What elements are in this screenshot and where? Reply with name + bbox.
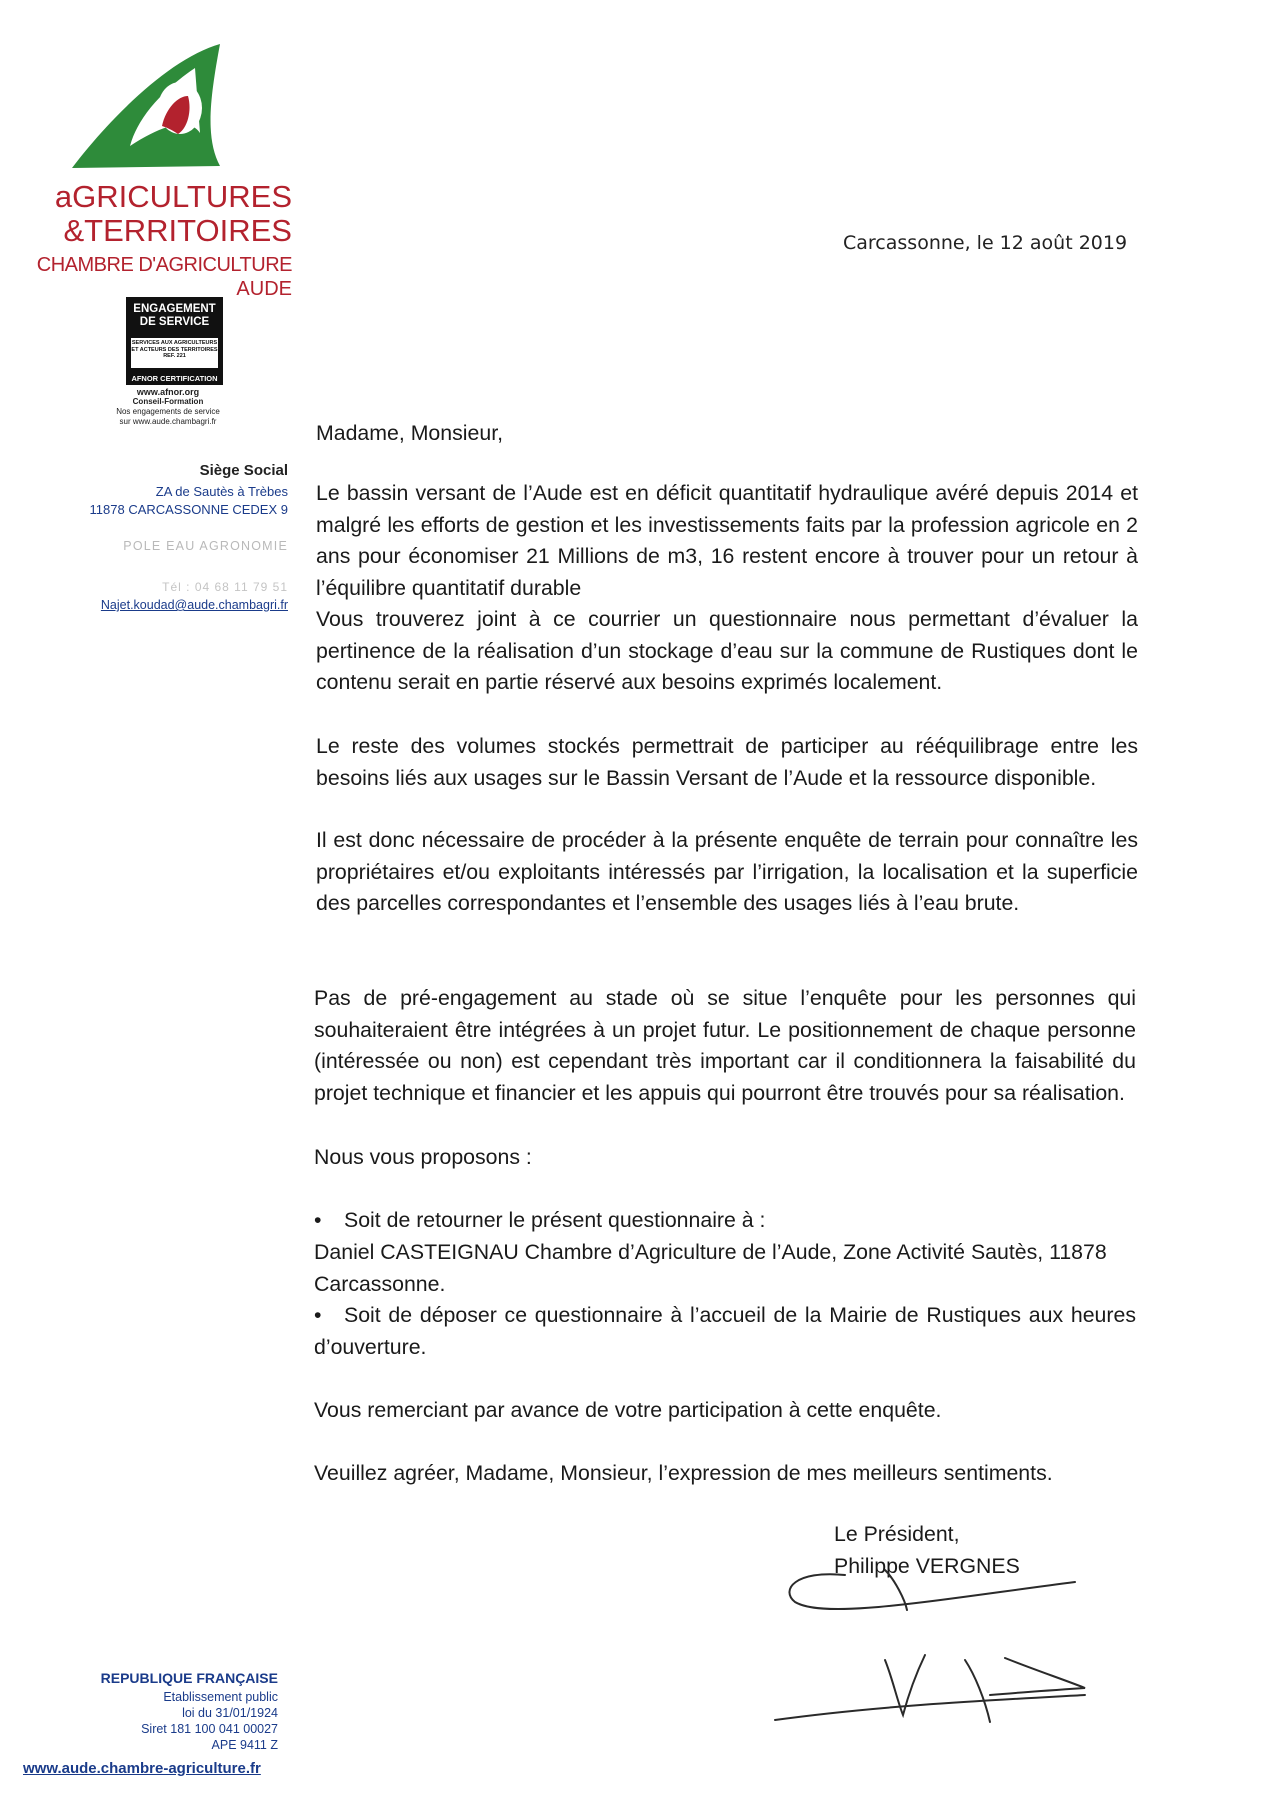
brand-line-2: &TERRITOIRES bbox=[63, 213, 292, 248]
chamber-logo-icon bbox=[70, 38, 230, 168]
footer-line-4: APE 9411 Z bbox=[211, 1738, 278, 1752]
badge-title-1: ENGAGEMENT bbox=[133, 303, 216, 315]
phone-number: Tél : 04 68 11 79 51 bbox=[162, 580, 288, 594]
paragraph-6: Nous vous proposons : bbox=[314, 1145, 532, 1169]
badge-title-2: DE SERVICE bbox=[139, 316, 210, 328]
closing-line: Veuillez agréer, Madame, Monsieur, l’expression de mes meilleurs sentiments. bbox=[314, 1461, 1053, 1485]
badge-inner-2: ET ACTEURS DES TERRITOIRES bbox=[131, 346, 218, 353]
afnor-link[interactable]: www.afnor.org bbox=[136, 387, 200, 397]
signature-name: Philippe VERGNES bbox=[834, 1554, 1020, 1578]
brand-line-4: AUDE bbox=[236, 278, 292, 300]
email-link[interactable]: Najet.koudad@aude.chambagri.fr bbox=[100, 598, 288, 612]
footer-line-1: Etablissement public bbox=[163, 1690, 278, 1704]
handwritten-signature-icon bbox=[735, 1540, 1115, 1740]
badge-links bbox=[108, 387, 228, 427]
salutation: Madame, Monsieur, bbox=[316, 421, 504, 445]
badge-link-4: sur www.aude.chambagri.fr bbox=[119, 417, 217, 426]
letter-date: Carcassonne, le 12 août 2019 bbox=[843, 232, 1128, 254]
bullet-item-2 bbox=[314, 1300, 1136, 1363]
footer-line-2: loi du 31/01/1924 bbox=[182, 1706, 278, 1720]
website-link[interactable]: www.aude.chambre-agriculture.fr bbox=[23, 1760, 261, 1777]
bullet-text-2: Soit de déposer ce questionnaire à l’accueil de la Mairie de Rustiques aux heures d’ouverture. bbox=[314, 1303, 1136, 1359]
badge-link-3: Nos engagements de service bbox=[116, 407, 220, 416]
badge-inner-3: REF. 221 bbox=[163, 353, 186, 359]
paragraph-1: Le bassin versant de l’Aude est en déficit quantitatif hydraulique avéré depuis 2014 et malgré les efforts de gestion et les investissements faits par la profession agricole en 2 ans pour économiser 21 Millions de m3, 16 restent encore à trouver pour un retour à l’équilibre quantitatif durable bbox=[316, 481, 1138, 600]
bullet-glyph: • bbox=[314, 1303, 322, 1327]
thanks-line: Vous remerciant par avance de votre participation à cette enquête. bbox=[314, 1398, 942, 1422]
paragraph-4: Il est donc nécessaire de procéder à la présente enquête de terrain pour connaître les propriétaires et/ou exploitants intéressés par l’irrigation, la localisation et la superficie des parcelles correspondantes et l’ensemble des usages liés à l’eau brute. bbox=[316, 828, 1138, 916]
badge-inner-1: SERVICES AUX AGRICULTEURS bbox=[131, 340, 218, 346]
siege-address-2: 11878 CARCASSONNE CEDEX 9 bbox=[89, 502, 288, 517]
pole-label: POLE EAU AGRONOMIE bbox=[123, 539, 288, 553]
footer-title: REPUBLIQUE FRANÇAISE bbox=[100, 1670, 278, 1686]
brand-line-1: aGRICULTURES bbox=[54, 179, 292, 214]
brand-block bbox=[36, 179, 292, 300]
return-address: Daniel CASTEIGNAU Chambre d’Agriculture de l’Aude, Zone Activité Sautès, 11878 Carcassonne. bbox=[314, 1240, 1107, 1296]
paragraph-5: Pas de pré-engagement au stade où se situe l’enquête pour les personnes qui souhaiteraient être intégrées à un projet futur. Le positionnement de chaque personne (intéressée ou non) est cependant très important car il conditionnera la faisabilité du projet technique et financier et les appuis qui pourront être trouvés pour sa réalisation. bbox=[314, 986, 1136, 1105]
bullet-item-1 bbox=[314, 1205, 1136, 1237]
paragraph-2: Vous trouverez joint à ce courrier un questionnaire nous permettant d’évaluer la pertinence de la réalisation d’un stockage d’eau sur la commune de Rustiques dont le contenu serait en partie réservé aux besoins exprimés localement. bbox=[316, 607, 1138, 695]
siege-title: Siège Social bbox=[199, 462, 288, 479]
bullet-text-1: Soit de retourner le présent questionnaire à : bbox=[344, 1208, 766, 1232]
paragraph-3: Le reste des volumes stockés permettrait de participer au rééquilibrage entre les besoins liés aux usages sur le Bassin Versant de l’Aude et la ressource disponible. bbox=[316, 734, 1138, 790]
badge-bottom: AFNOR CERTIFICATION bbox=[131, 374, 218, 383]
signature-title: Le Président, bbox=[834, 1522, 960, 1546]
engagement-badge bbox=[126, 297, 223, 385]
badge-inner bbox=[131, 338, 218, 368]
bullet-glyph: • bbox=[314, 1208, 322, 1232]
brand-line-3: CHAMBRE D'AGRICULTURE bbox=[36, 254, 292, 276]
footer-line-3: Siret 181 100 041 00027 bbox=[141, 1722, 278, 1736]
siege-address-1: ZA de Sautès à Trèbes bbox=[155, 484, 288, 499]
badge-link-2: Conseil-Formation bbox=[132, 397, 204, 406]
